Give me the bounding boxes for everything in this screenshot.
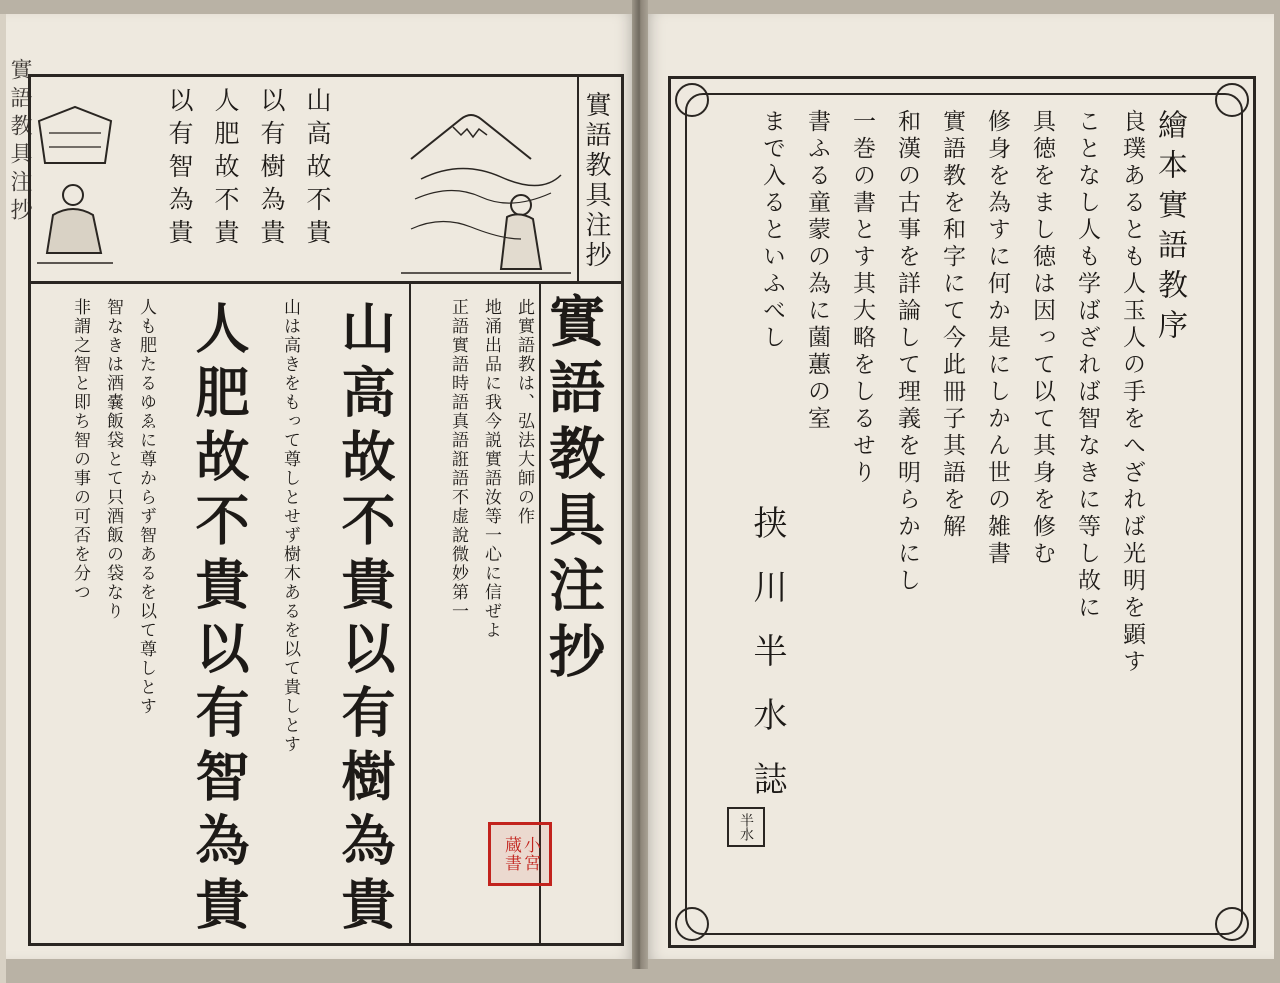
commentary-line: 人も肥たるゆゑに尊からず智あるを以て尊しとす xyxy=(136,298,156,716)
preface-line: 書ふる童蒙の為に薗蕙の室 xyxy=(804,109,830,433)
preface-frame xyxy=(668,76,1256,948)
rope-knot-ornament xyxy=(675,83,709,117)
source-note-line: 此實語教は、弘法大師の作 xyxy=(514,298,534,526)
main-verse-line: 人肥故不貴以有智為貴 xyxy=(187,300,251,940)
preface-line: まで入るといふべし xyxy=(759,109,785,352)
source-note-line: 地涌出品に我今説實語汝等一心に信ぜよ xyxy=(481,298,501,640)
rope-knot-ornament xyxy=(1215,83,1249,117)
scholar-illustration xyxy=(35,103,115,277)
main-verse-line: 山高故不貴以有樹為貴 xyxy=(333,300,397,940)
column-divider xyxy=(409,284,411,943)
preface-text xyxy=(756,109,1149,899)
source-notes xyxy=(446,298,537,843)
left-page-frame xyxy=(28,74,624,946)
preface-line: 良璞あるとも人玉人の手をへざれば光明を顕す xyxy=(1119,109,1145,676)
header-verse-line: 山高故不貴 xyxy=(303,87,332,252)
preface-line: 和漢の古事を詳論して理義を明らかにし xyxy=(894,109,920,595)
author-signature: 挟川半水誌 xyxy=(747,505,787,825)
spine-title: 實語教具注抄 xyxy=(7,58,32,226)
preface-line: ことなし人も学ばざれば智なきに等し故に xyxy=(1074,109,1100,622)
source-note-line: 正語實語時語真語誑語不虚說微妙第一 xyxy=(448,298,468,621)
commentary-line: 山は高きをもって尊しとせず樹木あるを以て貴しとす xyxy=(280,298,300,754)
header-verse-line: 以有智為貴 xyxy=(165,87,194,252)
commentary-block xyxy=(278,298,303,928)
commentary-line: 非謂之智と即ち智の事の可否を分つ xyxy=(70,298,90,602)
author-seal xyxy=(727,807,765,847)
preface-line: 修身を為すに何か是にしかん世の雑書 xyxy=(984,109,1010,568)
rope-knot-ornament xyxy=(1215,907,1249,941)
author-seal-text: 半水 xyxy=(738,813,754,841)
seal-text: 小宮 xyxy=(520,836,540,872)
header-verse xyxy=(161,87,335,277)
preface-title: 繪本實語教序 xyxy=(1152,109,1187,349)
header-verse-line: 以有樹為貴 xyxy=(257,87,286,252)
rope-knot-ornament xyxy=(675,907,709,941)
header-verse-line: 人肥故不貴 xyxy=(211,87,240,252)
book-title: 實語教具注抄 xyxy=(540,292,606,688)
preface-line: 具徳をまし徳は因って以て其身を修む xyxy=(1029,109,1055,568)
header-title: 實語教具注抄 xyxy=(581,91,611,271)
collector-seal xyxy=(488,822,552,886)
mount-fuji-illustration xyxy=(401,89,571,275)
seal-text: 蔵書 xyxy=(501,836,521,872)
book-gutter xyxy=(632,0,648,969)
header-panel xyxy=(31,77,621,284)
commentary-block xyxy=(68,298,159,928)
preface-line: 實語教を和字にて今此冊子其語を解 xyxy=(939,109,965,541)
commentary-line: 智なきは酒嚢飯袋とて只酒飯の袋なり xyxy=(103,298,123,621)
preface-line: 一巻の書とす其大略をしるせり xyxy=(849,109,875,487)
header-title-column xyxy=(577,77,621,281)
